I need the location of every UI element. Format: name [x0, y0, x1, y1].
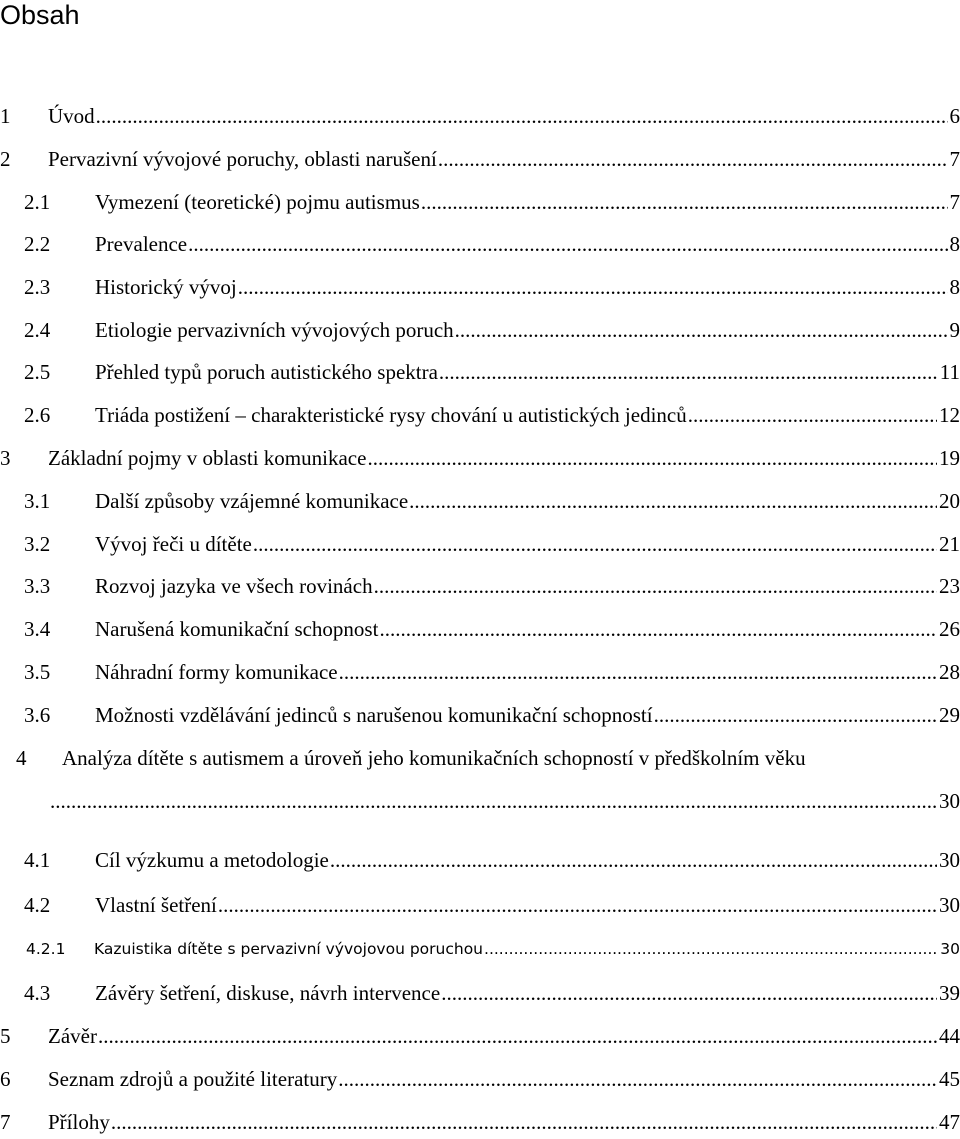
- toc-entry-3-1[interactable]: [0, 486, 960, 516]
- toc-entry-4[interactable]: [0, 743, 960, 823]
- toc-entry-2-4[interactable]: [0, 315, 960, 345]
- toc-leader: [654, 700, 937, 730]
- toc-page: 39: [939, 981, 960, 1005]
- toc-page: 30: [939, 893, 960, 917]
- toc-number: 3.3: [24, 574, 51, 598]
- toc-title: Analýza dítěte s autismem a úroveň jeho komunikačních schopností v předškolním věku: [62, 746, 806, 770]
- toc-title: Přílohy: [48, 1110, 110, 1134]
- toc-entry-2-6[interactable]: [0, 400, 960, 430]
- toc-entry-3-4[interactable]: [0, 614, 960, 644]
- toc-number: 3.2: [24, 532, 51, 556]
- toc-title: Narušená komunikační schopnost: [95, 617, 379, 641]
- toc-leader: [50, 786, 937, 816]
- toc-number: 2.3: [24, 275, 51, 299]
- toc-number: 4: [16, 746, 27, 770]
- toc-page: 29: [939, 703, 960, 727]
- toc-page: 7: [949, 147, 960, 171]
- toc-number: 2.2: [24, 232, 51, 256]
- toc-leader: [441, 978, 937, 1008]
- toc-entry-6[interactable]: [0, 1064, 960, 1094]
- toc-leader: [374, 571, 937, 601]
- toc-entry-3[interactable]: [0, 443, 960, 473]
- toc-leader: [98, 1021, 937, 1051]
- toc-entry-3-2[interactable]: [0, 529, 960, 559]
- toc-number: 5: [0, 1024, 11, 1048]
- toc-page: 12: [939, 403, 960, 427]
- toc-page: 8: [949, 275, 960, 299]
- toc-leader: [421, 187, 948, 217]
- toc-title: Úvod: [48, 104, 95, 128]
- toc-page: 7: [949, 190, 960, 214]
- toc-title: Závěry šetření, diskuse, návrh intervence: [95, 981, 441, 1005]
- toc-leader: [438, 144, 948, 174]
- toc-title: Vlastní šetření: [95, 893, 217, 917]
- toc-entry-1[interactable]: [0, 101, 960, 131]
- page-title: Obsah: [0, 0, 80, 30]
- toc-number: 2.1: [24, 190, 51, 214]
- toc-number: 4.2.1: [26, 940, 66, 958]
- toc-title: Náhradní formy komunikace: [95, 660, 338, 684]
- toc-entry-2-3[interactable]: [0, 272, 960, 302]
- toc-number: 1: [0, 104, 11, 128]
- toc-title: Cíl výzkumu a metodologie: [95, 848, 329, 872]
- toc-number: 4.1: [24, 848, 51, 872]
- toc-entry-4-2[interactable]: [0, 890, 960, 920]
- toc-title: Možnosti vzdělávání jedinců s narušenou komunikační schopností: [95, 703, 653, 727]
- toc-entry-5[interactable]: [0, 1021, 960, 1051]
- toc-leader: [409, 486, 937, 516]
- toc-leader: [439, 357, 938, 387]
- toc-number: 2.6: [24, 403, 51, 427]
- toc-title: Základní pojmy v oblasti komunikace: [48, 446, 367, 470]
- toc-entry-4-2-1[interactable]: [0, 934, 960, 964]
- toc-leader: [379, 614, 937, 644]
- toc-page: 30: [939, 789, 960, 813]
- toc-number: 3.4: [24, 617, 51, 641]
- toc-title: Závěr: [48, 1024, 97, 1048]
- toc-page: 44: [939, 1024, 960, 1048]
- toc-entry-2-1[interactable]: [0, 187, 960, 217]
- toc-number: 2.4: [24, 318, 51, 342]
- toc-number: 7: [0, 1110, 11, 1134]
- toc-entry-2-2[interactable]: [0, 229, 960, 259]
- toc-entry-2-5[interactable]: [0, 357, 960, 387]
- toc-title: Pervazivní vývojové poruchy, oblasti narušení: [48, 147, 437, 171]
- toc-page: 6: [949, 104, 960, 128]
- toc-title: Historický vývoj: [95, 275, 237, 299]
- toc-title: Vývoj řeči u dítěte: [95, 532, 252, 556]
- toc-page: 45: [939, 1067, 960, 1091]
- toc-number: 2.5: [24, 360, 51, 384]
- toc-number: 4.3: [24, 981, 51, 1005]
- toc-number: 2: [0, 147, 11, 171]
- toc-leader: [218, 890, 937, 920]
- toc-number: 3: [0, 446, 11, 470]
- toc-title: Vymezení (teoretické) pojmu autismus: [95, 190, 420, 214]
- toc-leader: [484, 934, 938, 964]
- toc-entry-4-1[interactable]: [0, 845, 960, 875]
- toc-leader: [339, 657, 937, 687]
- toc-page: 20: [939, 489, 960, 513]
- toc-leader: [111, 1107, 937, 1137]
- toc-number: 3.1: [24, 489, 51, 513]
- toc-leader: [188, 229, 947, 259]
- toc-title: Seznam zdrojů a použité literatury: [48, 1067, 338, 1091]
- toc-title: Rozvoj jazyka ve všech rovinách: [95, 574, 373, 598]
- toc-title: Etiologie pervazivních vývojových poruch: [95, 318, 454, 342]
- toc-title: Další způsoby vzájemné komunikace: [95, 489, 409, 513]
- toc-page: 47: [939, 1110, 960, 1134]
- toc-page: 23: [939, 574, 960, 598]
- toc-entry-4-3[interactable]: [0, 978, 960, 1008]
- toc-page: 30: [939, 848, 960, 872]
- toc-number: 3.6: [24, 703, 51, 727]
- toc-page: 19: [939, 446, 960, 470]
- toc-leader: [238, 272, 948, 302]
- toc-leader: [367, 443, 937, 473]
- toc-page: 11: [939, 360, 960, 384]
- toc-title: Přehled typů poruch autistického spektra: [95, 360, 438, 384]
- toc-leader: [688, 400, 937, 430]
- toc-entry-7[interactable]: [0, 1107, 960, 1137]
- toc-page: 28: [939, 660, 960, 684]
- toc-entry-3-5[interactable]: [0, 657, 960, 687]
- toc-page: 8: [949, 232, 960, 256]
- toc-number: 6: [0, 1067, 11, 1091]
- toc-number: 4.2: [24, 893, 51, 917]
- toc-entry-2[interactable]: [0, 144, 960, 174]
- toc-title: Kazuistika dítěte s pervazivní vývojovou poruchou: [94, 940, 484, 958]
- toc-leader: [455, 315, 948, 345]
- toc-leader: [96, 101, 948, 131]
- toc-title: Prevalence: [95, 232, 188, 256]
- toc-entry-3-6[interactable]: [0, 700, 960, 730]
- toc-entry-3-3[interactable]: [0, 571, 960, 601]
- toc-page: 21: [939, 532, 960, 556]
- toc-page: 9: [949, 318, 960, 342]
- toc-number: 3.5: [24, 660, 51, 684]
- toc-page: 30: [940, 940, 960, 958]
- toc-leader: [330, 845, 937, 875]
- toc-title: Triáda postižení – charakteristické rysy chování u autistických jedinců: [95, 403, 687, 427]
- toc-leader: [338, 1064, 937, 1094]
- toc-page: 26: [939, 617, 960, 641]
- toc-leader: [253, 529, 937, 559]
